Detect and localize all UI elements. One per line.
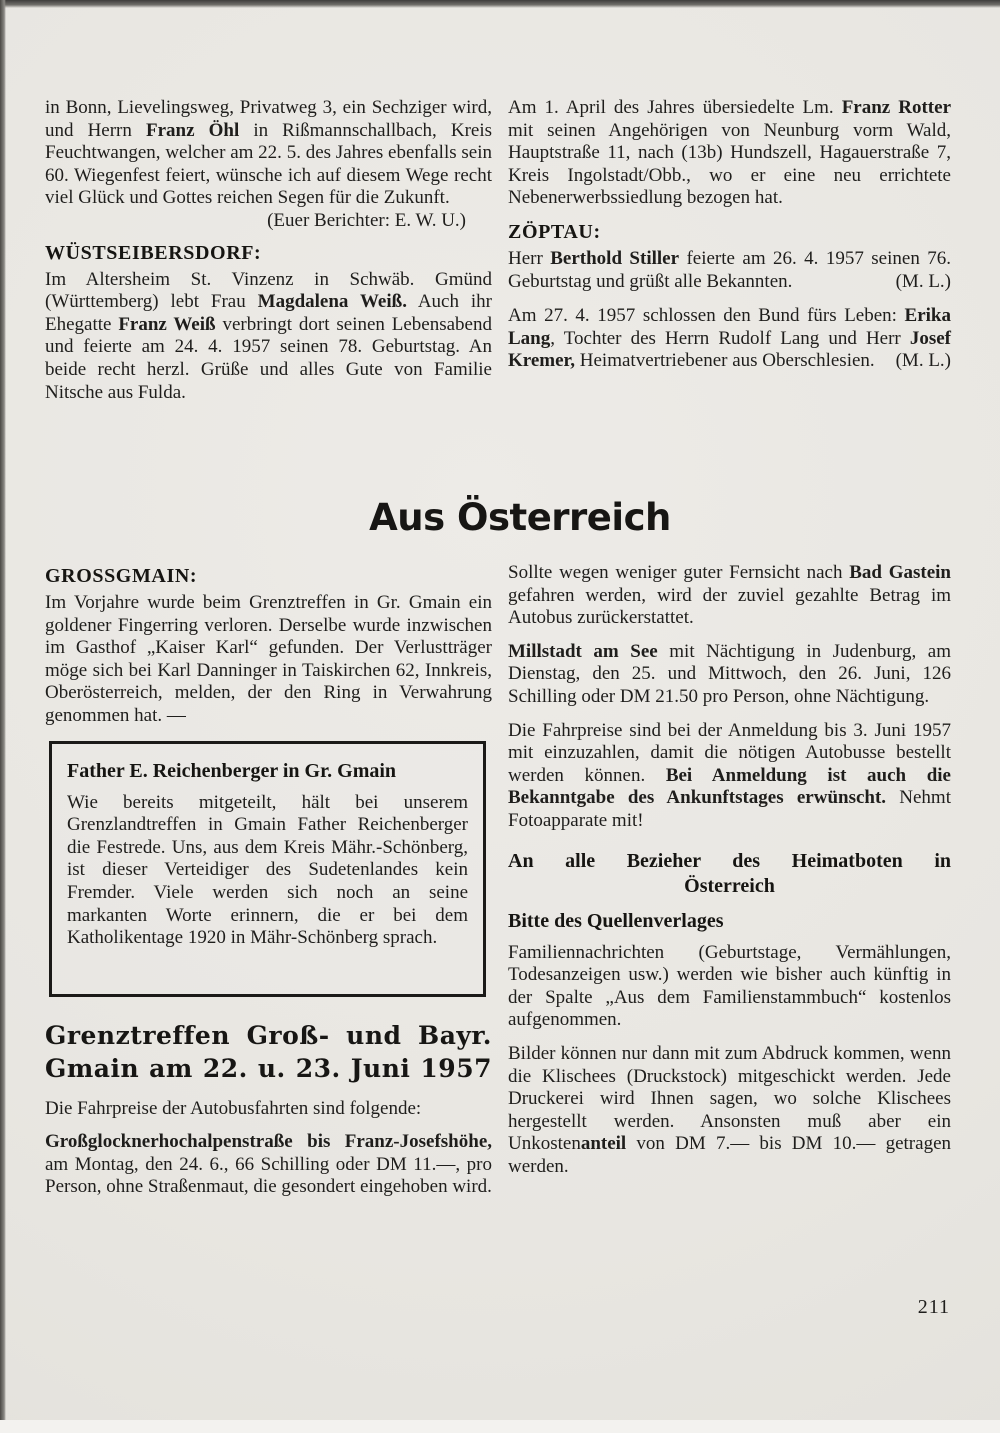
text-run: Am 1. April des Jahres übersiedelte Lm. xyxy=(508,97,842,118)
initials-ml: (M. L.) xyxy=(895,350,951,372)
text-run: , Tochter des Herrn Rudolf Lang und Herr xyxy=(550,327,910,349)
text-run: Bilder können nur dann mit zum Abdruck kommen, wenn die Klischees (Druckstock) mitgeschickt werden. Jede Druckerei wird Ihnen sagen, wo solche Klischees hergestellt werden. Ansonsten muß aber ein Unkosten xyxy=(508,1042,951,1155)
para-fahrpreise-intro: Die Fahrpreise der Autobusfahrten sind folgende: xyxy=(45,1097,422,1119)
para-familiennachrichten: Familiennachrichten (Geburtstage, Vermählungen, Todesanzeigen usw.) werden wie bisher auch künftig in der Spalte „Aus dem Familienstammbuch“ kostenlos aufgenommen. xyxy=(508,941,951,1031)
text-run-bold: Franz Weiß xyxy=(118,313,216,335)
para-franz-rotter xyxy=(508,97,951,210)
text-run: Am 27. 4. 1957 schlossen den Bund fürs Leben: xyxy=(508,305,905,327)
heading-grenztreffen xyxy=(45,1019,492,1085)
box-body-text: Wie bereits mitgeteilt, hält bei unserem Grenzlandtreffen in Gmain Father Reichenberger die Festrede. Uns, aus dem Kreis Mähr.-Schönberg, ist dieser Verteidiger des Sudetenlandes kein Fremder. Viele werden sich noch an seine markanten Worte erinnern, die er bei dem Katholikentage 1920 in Mähr-Schönberg sprach. xyxy=(67,791,468,949)
text-run: mit Nächtigung in Judenburg, am Dienstag, den 25. und Mittwoch, den 26. Juni, 126 Schilling oder DM 21.50 pro Person, ohne Nächtigung. xyxy=(508,640,951,707)
text-run: Im Altersheim St. Vinzenz in Schwäb. Gmünd (Württemberg) lebt Frau xyxy=(45,268,492,313)
scan-edge-top xyxy=(0,0,1000,8)
text-run-bold: Franz Öhl xyxy=(145,119,240,141)
text-run-bold: Großglocknerhochalpenstraße bis Franz-Josefshöhe, xyxy=(45,1131,492,1153)
text-run: in Bonn, Lievelingsweg, Privatweg 3, ein Sechziger wird, und Herrn xyxy=(45,97,492,141)
para-anmeldung xyxy=(508,720,951,833)
para-bilder-klischees xyxy=(508,1043,951,1179)
para-grossglockner xyxy=(45,1131,492,1199)
heading-grossgmain: GROSSGMAIN: xyxy=(45,565,198,587)
text-run: am Montag, den 24. 6., 66 Schilling oder DM 11.—, pro Person, ohne Straßenmaut, die gesondert eingehoben wird. xyxy=(45,1153,492,1198)
top-right-column xyxy=(508,97,951,385)
text-run-bold: Bei Anmeldung ist auch die Bekanntgabe des Ankunftstages erwünscht. xyxy=(508,764,951,809)
text-run: feierte am 26. 4. 1957 seinen 76. Geburtstag und grüßt alle Bekannten. xyxy=(508,247,951,292)
text-run: Sollte wegen weniger guter Fernsicht nach xyxy=(508,562,850,583)
box-title-reichenberger: Father E. Reichenberger in Gr. Gmain xyxy=(67,759,397,782)
reporter-byline: (Euer Berichter: E. W. U.) xyxy=(267,209,466,231)
page-number: 211 xyxy=(917,1296,950,1318)
text-run-bold: Magdalena Weiß. xyxy=(257,291,407,313)
text-run: von DM 7.— bis DM 10.— getragen werden. xyxy=(508,1133,951,1177)
text-run: verbringt dort seinen Lebensabend und feierte am 24. 4. 1957 seinen 78. Geburtstag. An beide recht herzl. Grüße und alles Gute von Familie Nitsche aus Fulda. xyxy=(45,313,492,403)
initials-ml: (M. L.) xyxy=(895,270,951,292)
boxed-notice-reichenberger xyxy=(49,741,486,997)
heading-grenztreffen-line2: Gmain am 22. u. 23. Juni 1957 xyxy=(45,1053,492,1083)
bottom-right-column xyxy=(508,562,951,1189)
heading-zoeptau: ZÖPTAU: xyxy=(508,220,601,243)
heading-bezieher-heimatbote xyxy=(508,849,951,899)
text-run: Die Fahrpreise sind bei der Anmeldung bis 3. Juni 1957 mit einzuzahlen, damit die nötigen Autobusse bestellt werden können. xyxy=(508,719,951,786)
section-title-aus-oesterreich: Aus Österreich xyxy=(369,496,671,539)
para-magdalena-weiss xyxy=(45,269,492,405)
text-run: in Rißmannschallbach, Kreis Feuchtwangen, welcher am 22. 5. des Jahres ebenfalls sein 60. Wiegenfest feiert, wünsche ich auf diesem Wege recht viel Glück und Gottes reichen Segen für die Zukunft. xyxy=(45,119,493,209)
text-run-bold: anteil xyxy=(580,1133,627,1155)
bottom-left-column xyxy=(45,565,492,1210)
scan-edge-bottom xyxy=(0,1420,1000,1433)
para-bad-gastein xyxy=(508,562,951,630)
para-millstadt xyxy=(508,641,951,709)
text-run-bold: Bad Gastein xyxy=(849,562,952,583)
text-run-bold: Berthold Stiller xyxy=(550,247,680,269)
text-run: gefahren werden, wird der zuviel gezahlte Betrag im Autobus zurückerstattet. xyxy=(508,584,951,629)
para-franz-oehl xyxy=(45,97,492,210)
text-run-bold: Millstadt am See xyxy=(508,640,658,662)
heading-bezieher-line1: An alle Bezieher des Heimatboten in xyxy=(508,849,951,872)
text-run: Heimatvertriebener aus Oberschlesien. xyxy=(575,350,875,372)
text-run: Nehmt Fotoapparate mit! xyxy=(508,787,951,831)
heading-wuestseibersdorf: WÜSTSEIBERSDORF: xyxy=(45,241,262,264)
heading-bitte-quellenverlag: Bitte des Quellenverlages xyxy=(508,909,724,932)
heading-grenztreffen-line1: Grenztreffen Groß- und Bayr. xyxy=(45,1020,492,1050)
text-run-bold: Franz Rotter xyxy=(841,97,952,118)
text-run-bold: Erika Lang xyxy=(508,305,951,349)
text-run: mit seinen Angehörigen von Neunburg vorm Wald, Hauptstraße 11, nach (13b) Hundszell, Hagauerstraße 7, Kreis Ingolstadt/Obb., wo er eine neu errichtete Nebenerwerbssiedlung bezogen hat. xyxy=(508,119,951,209)
heading-bezieher-line2: Österreich xyxy=(684,874,775,897)
text-run: Auch ihr Ehegatte xyxy=(45,291,492,335)
top-left-column xyxy=(45,97,492,415)
para-fingerring: Im Vorjahre wurde beim Grenztreffen in Gr. Gmain ein goldener Fingerring verloren. Derselbe wurde inzwischen im Gasthof „Kaiser Karl“ gefunden. Der Verlustträger möge sich bei Karl Danninger in Taiskirchen 62, Innkreis, Oberösterreich, melden, der den Ring in Verwahrung genommen hat. — xyxy=(45,592,492,726)
text-run-bold: Josef Kremer, xyxy=(508,327,951,372)
text-run: Herr xyxy=(508,247,551,269)
scan-edge-left xyxy=(0,0,6,1433)
